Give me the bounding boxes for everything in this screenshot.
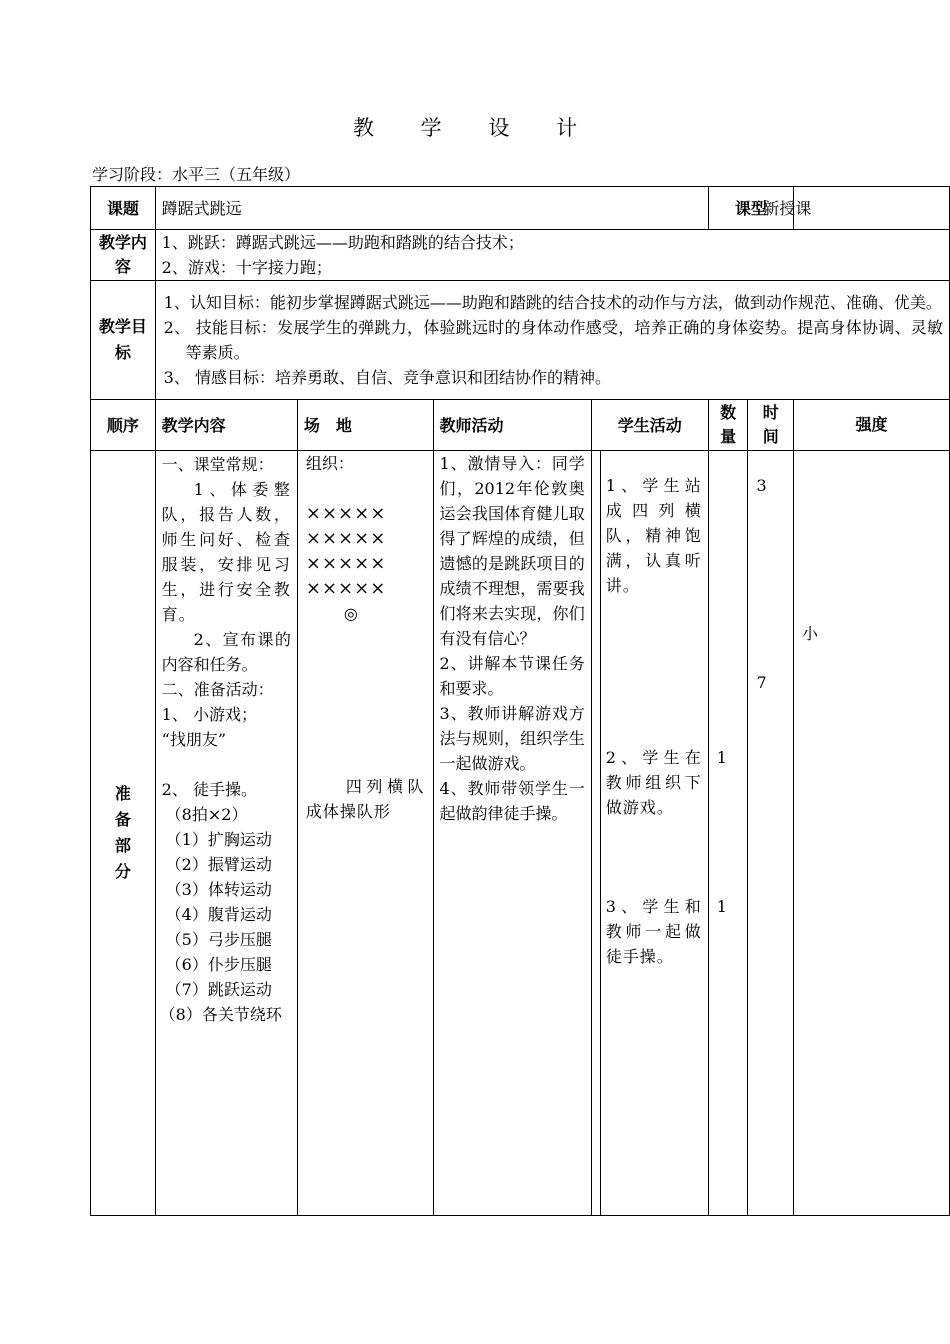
- student-activity: 1、学生站成四列横队，精神饱满，认真听讲。: [605, 476, 702, 595]
- content-line: “找朋友”: [161, 730, 227, 749]
- content-column: [155, 451, 297, 1216]
- exercise-item: （6）仆步压腿: [165, 955, 272, 974]
- document-title: 教 学 设 计: [352, 116, 598, 140]
- content-line: 1、体委整队，报告人数，师生问好、检查服装，安排见习生，进行安全教育。: [161, 480, 291, 624]
- type-value: 新授课: [793, 187, 949, 230]
- teacher-activity: 3、教师讲解游戏方法与规则，组织学生一起做游戏。: [439, 704, 585, 773]
- goals-label: 教学目标: [91, 281, 156, 400]
- content-line: 2、 徒手操。: [161, 780, 257, 799]
- header-content: 教学内容: [155, 400, 297, 451]
- student-formation-row: ×××××: [305, 503, 387, 524]
- time-value: 7: [756, 673, 767, 692]
- content-line: 1、 小游戏；: [161, 705, 257, 724]
- content-line: 一、课堂常规：: [161, 455, 274, 474]
- learning-stage: 学习阶段：水平三（五年级）: [92, 165, 301, 184]
- student-formation-row: ×××××: [305, 578, 387, 599]
- type-label: 课型: [708, 187, 793, 230]
- goal-item: 3、 情感目标：培养勇敢、自信、竞争意识和团结协作的精神。: [163, 368, 611, 387]
- student-formation-row: ×××××: [305, 553, 387, 574]
- teacher-position-icon: ◎: [343, 604, 358, 623]
- content-row: [91, 230, 950, 281]
- topic-value: 蹲踞式跳远: [155, 187, 708, 230]
- content-line: （8拍×2）: [165, 805, 248, 824]
- goal-item: 1、认知目标：能初步掌握蹲踞式跳远——助跑和踏跳的结合技术的动作与方法，做到动作规范、准确、优美。: [163, 293, 942, 312]
- content-line: 二、准备活动：: [161, 680, 274, 699]
- count-value: 1: [716, 748, 727, 767]
- goals-row: [91, 281, 950, 400]
- header-student: 学生活动: [591, 400, 708, 451]
- header-teacher: 教师活动: [433, 400, 591, 451]
- exercise-item: （1）扩胸运动: [165, 830, 272, 849]
- teacher-activity: 1、激情导入：同学们，2012年伦敦奥运会我国体育健儿取得了辉煌的成绩，但遗憾的是跳跃项目的成绩不理想，需要我们将来去实现，你们有没有信心？: [439, 454, 585, 648]
- section-prep: 准备部分: [91, 451, 156, 1216]
- intensity-column: [793, 451, 949, 1216]
- teacher-activity: 4、教师带领学生一起做韵律徒手操。: [439, 779, 585, 823]
- time-value: 3: [756, 476, 767, 495]
- content-list: [155, 230, 949, 281]
- content-item: 2、游戏：十字接力跑；: [161, 258, 332, 277]
- content-label: 教学内容: [91, 230, 156, 281]
- student-activity: 3、学生和教师一起做徒手操。: [605, 897, 702, 966]
- student-formation-row: ×××××: [305, 528, 387, 549]
- exercise-item: （5）弓步压腿: [165, 930, 272, 949]
- venue-label: 组织：: [305, 454, 354, 473]
- header-time: 时间: [748, 400, 793, 451]
- goal-item: 2、 技能目标：发展学生的弹跳力，体验跳远时的身体动作感受，培养正确的身体姿势。提高身体协调、灵敏等素质。: [163, 318, 943, 362]
- venue-column: [297, 451, 433, 1216]
- lesson-plan-table: [90, 186, 950, 1216]
- student-column: [591, 451, 708, 1216]
- time-column: [748, 451, 793, 1216]
- topic-row: [91, 187, 950, 230]
- intensity-value: 小: [801, 624, 818, 643]
- exercise-item: （2）振臂运动: [165, 855, 272, 874]
- prep-row: [91, 451, 950, 1216]
- formation-text: 四列横队成体操队形: [305, 777, 425, 821]
- header-order: 顺序: [91, 400, 156, 451]
- goals-list: [155, 281, 949, 400]
- header-intensity: 强度: [793, 400, 949, 451]
- teacher-activity: 2、讲解本节课任务和要求。: [439, 654, 585, 698]
- student-activity: 2、学生在教师组织下做游戏。: [605, 748, 702, 817]
- count-value: 1: [716, 897, 727, 916]
- header-count: 数量: [708, 400, 748, 451]
- exercise-item: （8）各关节绕环: [159, 1005, 282, 1024]
- content-item: 1、跳跃：蹲踞式跳远——助跑和踏跳的结合技术；: [161, 233, 524, 252]
- header-row: [91, 400, 950, 451]
- content-line: 2、宣布课的内容和任务。: [161, 630, 291, 674]
- exercise-item: （7）跳跃运动: [165, 980, 272, 999]
- topic-label: 课题: [91, 187, 156, 230]
- exercise-item: （3）体转运动: [165, 880, 272, 899]
- count-column: [708, 451, 748, 1216]
- header-venue: 场 地: [297, 400, 433, 451]
- teacher-column: [433, 451, 591, 1216]
- exercise-item: （4）腹背运动: [165, 905, 272, 924]
